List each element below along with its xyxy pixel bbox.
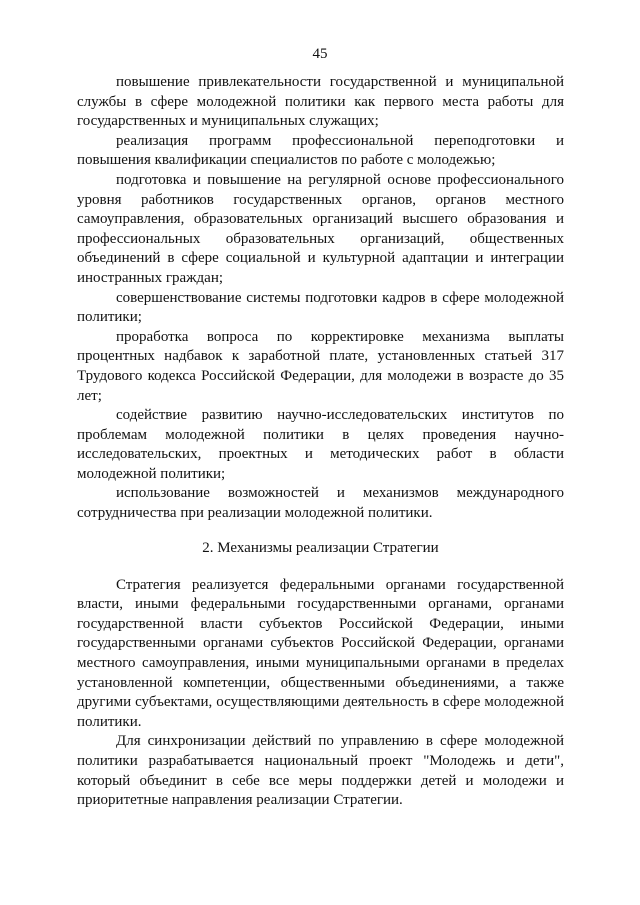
list-paragraph: содействие развитию научно-исследовательских институтов по проблемам молодежной политики в целях проведения научно-исследовательских, проектных и методических работ в области молодежной политики; [77, 407, 564, 482]
document-body [77, 73, 564, 811]
section-paragraph: Для синхронизации действий по управлению в сфере молодежной политики разрабатывается национальный проект "Молодежь и дети", который объединит в себе все меры поддержки детей и молодежи и приоритетные направления реализации Стратегии. [77, 733, 564, 809]
section-heading: 2. Механизмы реализации Стратегии [202, 539, 439, 556]
section-paragraph: Стратегия реализуется федеральными органами государственной власти, иными федеральными государственными органами, органами государственной власти субъектов Российской Федерации, иными государственными органами субъектов Российской Федерации, органами местного самоуправления, иными муниципальными органами в пределах установленной компетенции, общественными объединениями, а также другими субъектами, осуществляющими деятельность в сфере молодежной политики. [77, 576, 564, 730]
list-paragraph: использование возможностей и механизмов международного сотрудничества при реализации молодежной политики. [77, 485, 564, 522]
list-paragraph: проработка вопроса по корректировке механизма выплаты процентных надбавок к заработной плате, установленных статьей 317 Трудового кодекса Российской Федерации, для молодежи в возрасте до 35 лет; [77, 328, 564, 404]
list-paragraph: повышение привлекательности государственной и муниципальной службы в сфере молодежной политики как первого места работы для государственных и муниципальных служащих; [77, 74, 564, 130]
list-paragraph: реализация программ профессиональной переподготовки и повышения квалификации специалистов по работе с молодежью; [77, 132, 564, 169]
list-paragraph: подготовка и повышение на регулярной основе профессионального уровня работников государственных органов, органов местного самоуправления, образовательных организаций высшего образования и профессиональных образовательных организаций, общественных объединений в сфере социальной и культурной адаптации и интеграции иностранных граждан; [77, 171, 564, 286]
page-number: 45 [312, 46, 328, 62]
list-paragraph: совершенствование системы подготовки кадров в сфере молодежной политики; [77, 289, 564, 326]
